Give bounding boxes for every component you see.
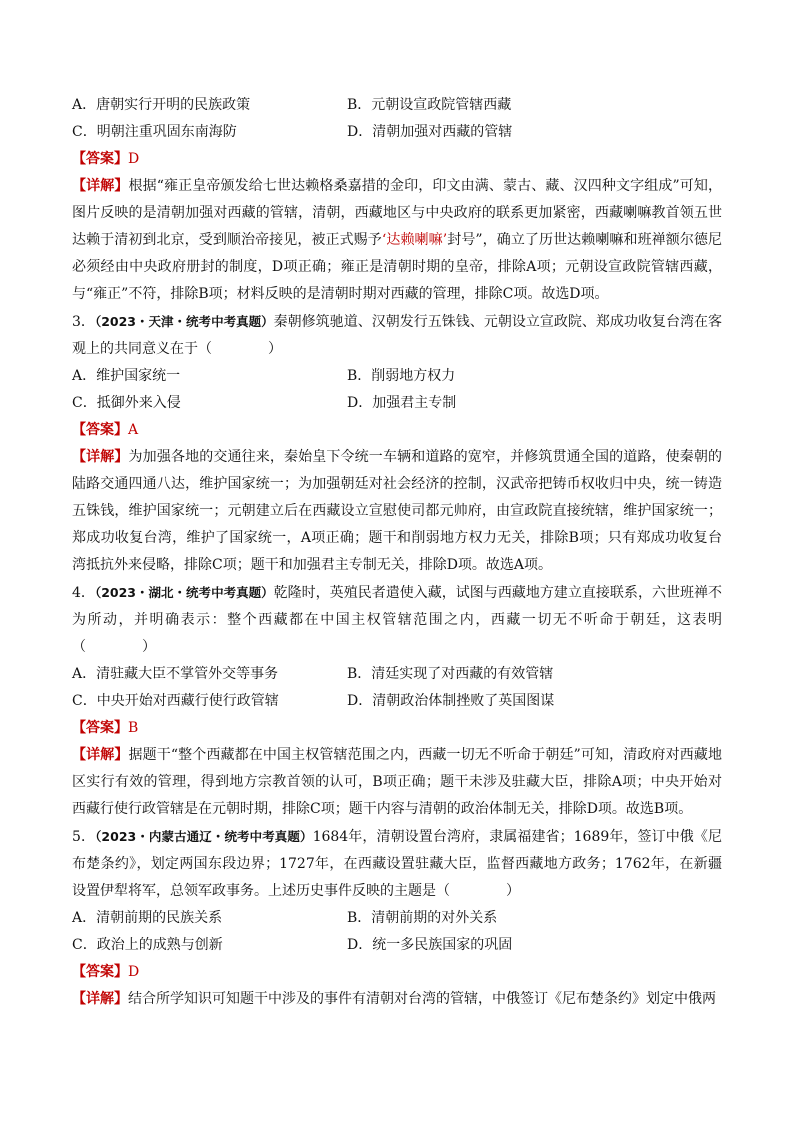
detail-paragraph <box>72 173 722 308</box>
option: C．抵御外来入侵 <box>72 395 181 411</box>
option: B．清朝前期的对外关系 <box>347 910 498 926</box>
option: D．清朝加强对西藏的管辖 <box>347 124 513 140</box>
option: A．唐朝实行开明的民族政策 <box>72 97 251 113</box>
answer-value: D <box>128 151 140 167</box>
detail-text-after: 封号”，确立了历世达赖喇嘛和班禅额尔德尼必须经由中央政府册封的制度，D项正确；雍正是清朝时期的皇帝，排除A项；元朝设宣政院管辖西藏，与“雍正”不符，排除B项；材料反映的是清朝时期对西藏的管理，排除C项。故选D项。 <box>72 232 723 302</box>
option: A．清朝前期的民族关系 <box>72 910 223 926</box>
option: D．统一多民族国家的巩固 <box>347 937 513 953</box>
detail-highlight: ‘达赖喇嘛’ <box>381 232 448 248</box>
question-3 <box>72 308 722 363</box>
option: B．削弱地方权力 <box>347 368 456 384</box>
answer-line <box>72 959 722 986</box>
option: C．政治上的成熟与创新 <box>72 937 223 953</box>
question-source: （2023・内蒙古通辽・统考中考真题） <box>95 829 313 844</box>
question-source: （2023・天津・统考中考真题） <box>94 314 274 329</box>
options-block <box>72 363 722 417</box>
question-text: 1684年，清朝设置台湾府，隶属福建省；1689年，签订中俄《尼布楚条约》，划定两国东段边界；1727年，在西藏设置驻藏大臣，监督西藏地方政务；1762年，在新疆设置伊犁将军，总领军政事务。上述历史事件反映的主题是（ ） <box>72 829 722 899</box>
option: D．清朝政治体制挫败了英国图谋 <box>347 693 555 709</box>
answer-value: D <box>128 964 140 980</box>
option: B．元朝设宣政院管辖西藏 <box>347 97 512 113</box>
detail-paragraph <box>72 444 722 579</box>
option: C．明朝注重巩固东南海防 <box>72 124 237 140</box>
options-block <box>72 661 722 715</box>
question-text: 秦朝修筑驰道、汉朝发行五铢钱、元朝设立宣政院、郑成功收复台湾在客观上的共同意义在于（ ） <box>72 314 722 357</box>
detail-label: 【详解】 <box>72 178 129 194</box>
detail-label: 【详解】 <box>72 449 129 465</box>
options-block <box>72 905 722 959</box>
detail-label: 【详解】 <box>72 991 128 1007</box>
answer-value: A <box>128 422 139 438</box>
question-text: 乾隆时，英殖民者遣使入藏，试图与西藏地方建立直接联系，六世班禅不为所动，并明确表示：整个西藏都在中国主权管辖范围之内，西藏一切无不听命于朝廷，这表明（ ） <box>72 585 722 655</box>
exam-page <box>72 92 722 1013</box>
answer-line <box>72 417 722 444</box>
answer-line <box>72 146 722 173</box>
question-number: 4． <box>72 585 95 601</box>
option: D．加强君主专制 <box>347 395 457 411</box>
answer-label: 【答案】 <box>72 720 128 736</box>
answer-line <box>72 715 722 742</box>
detail-text: 根据“雍正皇帝颁发给七世达赖格桑嘉措的金印，印文由满、蒙古、藏、汉四种文字组成”可知，图片反映的是清朝加强对西藏的管辖，清朝，西藏地区与中央政府的联系更加紧密，西藏喇嘛教首领五世达赖于清初到北京，受到顺治帝接见，被正式赐予 <box>72 178 723 248</box>
question-4 <box>72 579 722 661</box>
answer-label: 【答案】 <box>72 964 128 980</box>
answer-value: B <box>128 720 139 736</box>
question-number: 3． <box>72 314 95 330</box>
detail-text: 为加强各地的交通往来，秦始皇下令统一车辆和道路的宽窄，并修筑贯通全国的道路，使秦朝的陆路交通四通八达，维护国家统一；为加强朝廷对社会经济的控制，汉武帝把铸币权收归中央，统一铸造五铢钱，维护国家统一；元朝建立后在西藏设立宣慰使司都元帅府，由宣政院直接统辖，维护国家统一；郑成功收复台湾，维护了国家统一，A项正确；题干和削弱地方权力无关，排除B项；只有郑成功收复台湾抵抗外来侵略，排除C项；题干和加强君主专制无关，排除D项。故选A项。 <box>72 449 723 573</box>
question-5 <box>72 823 722 905</box>
detail-paragraph <box>72 986 722 1013</box>
option: A．维护国家统一 <box>72 368 181 384</box>
options-block <box>72 92 722 146</box>
option: A．清驻藏大臣不掌管外交等事务 <box>72 666 279 682</box>
option: C．中央开始对西藏行使行政管辖 <box>72 693 279 709</box>
detail-text: 结合所学知识可知题干中涉及的事件有清朝对台湾的管辖，中俄签订《尼布楚条约》划定中俄两 <box>128 991 716 1007</box>
question-number: 5． <box>72 829 96 845</box>
answer-label: 【答案】 <box>72 151 128 167</box>
detail-text: 据题干“整个西藏都在中国主权管辖范围之内，西藏一切无不听命于朝廷”可知，清政府对西藏地区实行有效的管理，得到地方宗教首领的认可，B项正确；题干未涉及驻藏大臣，排除A项；中央开始对西藏行使行政管辖是在元朝时期，排除C项；题干内容与清朝的政治体制无关，排除D项。故选B项。 <box>72 747 723 817</box>
detail-label: 【详解】 <box>72 747 129 763</box>
option: B．清廷实现了对西藏的有效管辖 <box>347 666 554 682</box>
question-source: （2023・湖北・统考中考真题） <box>94 585 274 600</box>
detail-paragraph <box>72 742 722 823</box>
answer-label: 【答案】 <box>72 422 128 438</box>
